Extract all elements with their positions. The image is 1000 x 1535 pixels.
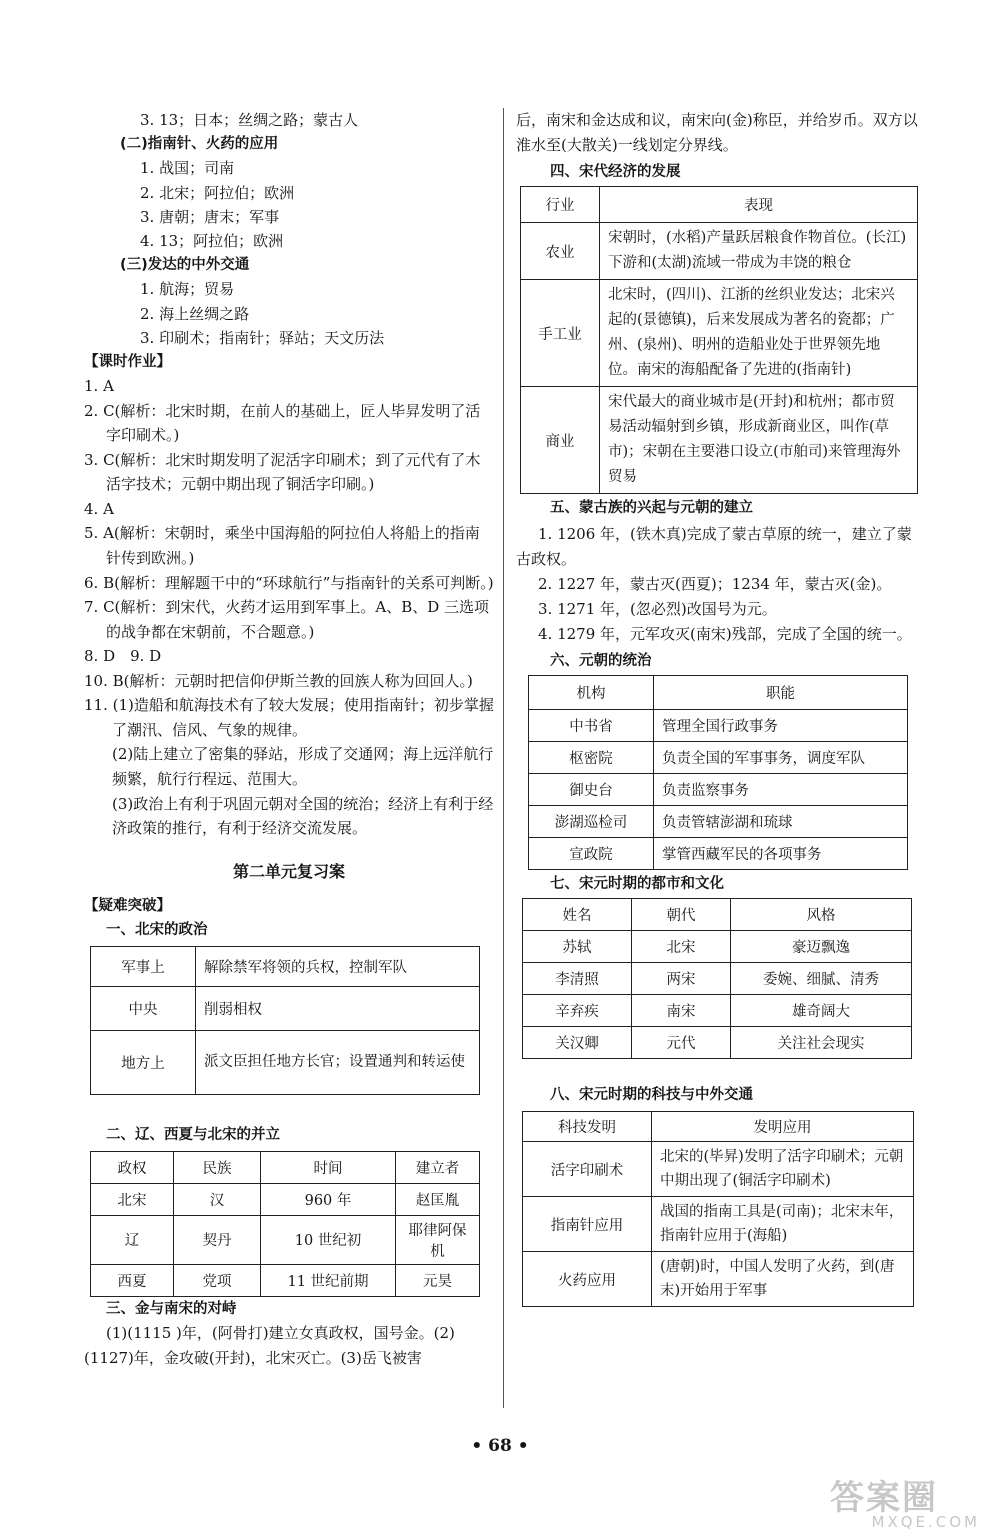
table-row: [523, 1197, 914, 1252]
table-row: [523, 995, 912, 1027]
table-cell: 派文臣担任地方长官；设置通判和转运使: [196, 1030, 480, 1094]
watermark-top: 答案圈: [830, 1478, 938, 1518]
table-cell: 南宋: [632, 995, 731, 1027]
watermark-bottom: MXQE.COM: [871, 1513, 980, 1531]
table-row: [529, 806, 908, 838]
section-heading: 五、蒙古族的兴起与元朝的建立: [550, 500, 753, 516]
paragraph: 后，南宋和金达成和议，南宋向(金)称臣，并给岁币。双方以淮水至(大散关)一线划定分界线。: [516, 111, 918, 154]
table-row: [91, 1030, 480, 1094]
table-cell: 澎湖巡检司: [529, 806, 654, 838]
table-header: 机构: [529, 676, 654, 710]
table-row: [91, 1264, 480, 1296]
table-cell: 宋代最大的商业城市是(开封)和杭州；都市贸易活动辐射到乡镇，形成新商业区，叫作(草市)；宋朝在主要港口设立(市舶司)来管理海外贸易: [600, 387, 918, 494]
table-cell: 苏轼: [523, 931, 632, 963]
homework-answer: 6. B(解析：理解题干中的“环球航行”与指南针的关系可判断。): [84, 573, 494, 592]
answer-line: 1. 战国；司南: [140, 159, 235, 178]
table-cell: 汉: [174, 1183, 261, 1215]
table-row: [523, 931, 912, 963]
table-row: [91, 1183, 480, 1215]
table-cell: 辛弃疾: [523, 995, 632, 1027]
table-row: [529, 742, 908, 774]
table-cell: 负责全国的军事事务，调度军队: [654, 742, 908, 774]
table-header: 建立者: [396, 1151, 480, 1183]
table-header: 发明应用: [652, 1112, 914, 1142]
unit-title: 第二单元复习案: [232, 861, 345, 881]
table-cell: 辽: [91, 1215, 174, 1264]
table-cell: 西夏: [91, 1264, 174, 1296]
table-row: [91, 986, 480, 1030]
table-cell: 10 世纪初: [261, 1215, 396, 1264]
table-cell: 11 世纪前期: [261, 1264, 396, 1296]
table-cell: 关汉卿: [523, 1027, 632, 1059]
table-row: [521, 187, 918, 223]
table-row: [521, 223, 918, 280]
left-column: [84, 108, 494, 1371]
table-cell: 中央: [91, 986, 196, 1030]
table-cell: 宋朝时，(水稻)产量跃居粮食作物首位。(长江)下游和(太湖)流域一带成为丰饶的粮仓: [600, 223, 918, 280]
answer-line: 1. 航海；贸易: [140, 280, 235, 299]
table-cell: 枢密院: [529, 742, 654, 774]
politics-table: [90, 946, 480, 1095]
table-header: 表现: [600, 187, 918, 223]
paragraph: 1. 1206 年，(铁木真)完成了蒙古草原的统一，建立了蒙古政权。: [516, 525, 912, 568]
table-cell: 战国的指南工具是(司南)；北宋末年，指南针应用于(海船): [652, 1197, 914, 1252]
homework-answer: 3. C(解析：北宋时期发明了泥活字印刷术；到了元代有了木活字技术；元朝中期出现了铜活字印刷。): [84, 450, 481, 494]
table-row: [529, 710, 908, 742]
table-cell: 耶律阿保机: [396, 1215, 480, 1264]
table-row: [529, 838, 908, 870]
answer-line: 2. 海上丝绸之路: [140, 304, 250, 323]
page-number: • 68 •: [471, 1436, 529, 1456]
table-header: 姓名: [523, 899, 632, 931]
paragraph: 4. 1279 年，元军攻灭(南宋)残部，完成了全国的统一。: [538, 625, 912, 643]
table-row: [523, 1142, 914, 1197]
difficult-heading: 【疑难突破】: [84, 897, 171, 914]
economy-table: [520, 186, 918, 494]
section-heading: (二)指南针、火药的应用: [120, 136, 279, 153]
table-row: [523, 1112, 914, 1142]
table-row: [91, 1215, 480, 1264]
table-cell: 李清照: [523, 963, 632, 995]
table-row: [521, 387, 918, 494]
table-cell: 管理全国行政事务: [654, 710, 908, 742]
section-heading: 七、宋元时期的都市和文化: [550, 876, 724, 892]
section-heading: 四、宋代经济的发展: [550, 164, 681, 180]
table-cell: 北宋的(毕昇)发明了活字印刷术；元朝中期出现了(铜活字印刷术): [652, 1142, 914, 1197]
table-cell: 农业: [521, 223, 600, 280]
section-heading: 六、元朝的统治: [550, 653, 652, 669]
paragraph: (1)(1115 )年，(阿骨打)建立女真政权，国号金。(2)(1127)年，金攻破(开封)，北宋灭亡。(3)岳飞被害: [84, 1323, 455, 1367]
table-header: 朝代: [632, 899, 731, 931]
answer-line: 4. 13；阿拉伯；欧洲: [140, 232, 284, 251]
table-row: [523, 1027, 912, 1059]
table-row: [523, 963, 912, 995]
table-cell: 北宋: [632, 931, 731, 963]
table-cell: 关注社会现实: [731, 1027, 912, 1059]
table-cell: 宣政院: [529, 838, 654, 870]
regimes-table: [90, 1151, 480, 1297]
homework-answer: 1. A: [84, 377, 114, 396]
section-heading: 三、金与南宋的对峙: [106, 1300, 237, 1317]
table-cell: 活字印刷术: [523, 1142, 652, 1197]
table-cell: 豪迈飘逸: [731, 931, 912, 963]
table-cell: 北宋时，(四川)、江浙的丝织业发达；北宋兴起的(景德镇)，后来发展成为著名的瓷都；广州、(泉州)、明州的造船业处于世界领先地位。南宋的海船配备了先进的(指南针): [600, 280, 918, 387]
homework-answer: 11. (1)造船和航海技术有了较大发展；使用指南针；初步掌握了潮汛、信风、气象的规律。: [84, 696, 494, 739]
table-cell: 契丹: [174, 1215, 261, 1264]
table-row: [521, 280, 918, 387]
answer-line: 3. 13；日本；丝绸之路；蒙古人: [140, 111, 359, 129]
watermark-logo: [830, 1470, 980, 1531]
homework-answer: 7. C(解析：到宋代，火药才运用到军事上。A、B、D 三选项的战争都在宋朝前，不合题意。): [84, 598, 490, 641]
yuan-rule-table: [528, 675, 908, 870]
section-heading: 二、辽、西夏与北宋的并立: [106, 1126, 280, 1143]
table-cell: 负责管辖澎湖和琉球: [654, 806, 908, 838]
table-header: 职能: [654, 676, 908, 710]
table-cell: 党项: [174, 1264, 261, 1296]
homework-answer: 8. D 9. D: [84, 647, 162, 666]
column-divider: [503, 108, 504, 1408]
tech-table: [522, 1111, 914, 1307]
table-cell: 地方上: [91, 1030, 196, 1094]
section-heading: (三)发达的中外交通: [120, 257, 250, 274]
culture-table: [522, 898, 912, 1059]
homework-heading: 【课时作业】: [84, 354, 171, 371]
table-cell: 火药应用: [523, 1252, 652, 1307]
table-header: 政权: [91, 1151, 174, 1183]
homework-answer: (3)政治上有利于巩固元朝对全国的统治；经济上有利于经济政策的推行，有利于经济交流发展。: [112, 794, 494, 838]
table-cell: 削弱相权: [196, 986, 480, 1030]
homework-answer: 2. C(解析：北宋时期，在前人的基础上，匠人毕昇发明了活字印刷术。): [84, 401, 481, 445]
table-header: 时间: [261, 1151, 396, 1183]
table-cell: 委婉、细腻、清秀: [731, 963, 912, 995]
paragraph: 2. 1227 年，蒙古灭(西夏)；1234 年，蒙古灭(金)。: [538, 575, 892, 593]
table-header: 行业: [521, 187, 600, 223]
table-cell: 指南针应用: [523, 1197, 652, 1252]
answer-line: 3. 印刷术；指南针；驿站；天文历法: [140, 329, 385, 348]
table-cell: 赵匡胤: [396, 1183, 480, 1215]
table-cell: 掌管西藏军民的各项事务: [654, 838, 908, 870]
table-cell: 负责监察事务: [654, 774, 908, 806]
table-cell: 手工业: [521, 280, 600, 387]
paragraph: 3. 1271 年，(忽必烈)改国号为元。: [538, 600, 777, 618]
table-row: [523, 899, 912, 931]
table-header: 民族: [174, 1151, 261, 1183]
table-cell: 御史台: [529, 774, 654, 806]
table-cell: 960 年: [261, 1183, 396, 1215]
table-cell: 军事上: [91, 946, 196, 986]
table-cell: 雄奇阔大: [731, 995, 912, 1027]
table-cell: 中书省: [529, 710, 654, 742]
homework-answer: 10. B(解析：元朝时把信仰伊斯兰教的回族人称为回回人。): [84, 671, 473, 690]
table-header: 科技发明: [523, 1112, 652, 1142]
homework-answer: 5. A(解析：宋朝时，乘坐中国海船的阿拉伯人将船上的指南针传到欧洲。): [84, 524, 480, 567]
right-column: [516, 108, 920, 1307]
section-heading: 八、宋元时期的科技与中外交通: [550, 1087, 753, 1103]
section-heading: 一、北宋的政治: [106, 921, 208, 938]
table-cell: 解除禁军将领的兵权，控制军队: [196, 946, 480, 986]
table-row: [91, 946, 480, 986]
table-header: 风格: [731, 899, 912, 931]
table-cell: 北宋: [91, 1183, 174, 1215]
table-cell: 元昊: [396, 1264, 480, 1296]
table-cell: 元代: [632, 1027, 731, 1059]
table-row: [523, 1252, 914, 1307]
homework-answer: 4. A: [84, 500, 114, 519]
table-cell: 两宋: [632, 963, 731, 995]
answer-line: 3. 唐朝；唐末；军事: [140, 207, 280, 226]
table-row: [529, 676, 908, 710]
table-row: [91, 1151, 480, 1183]
table-cell: (唐朝)时，中国人发明了火药，到(唐末)开始用于军事: [652, 1252, 914, 1307]
answer-line: 2. 北宋；阿拉伯；欧洲: [140, 183, 295, 202]
homework-answer: (2)陆上建立了密集的驿站，形成了交通网；海上远洋航行频繁，航行行程远、范围大。: [112, 745, 494, 788]
table-row: [529, 774, 908, 806]
table-cell: 商业: [521, 387, 600, 494]
